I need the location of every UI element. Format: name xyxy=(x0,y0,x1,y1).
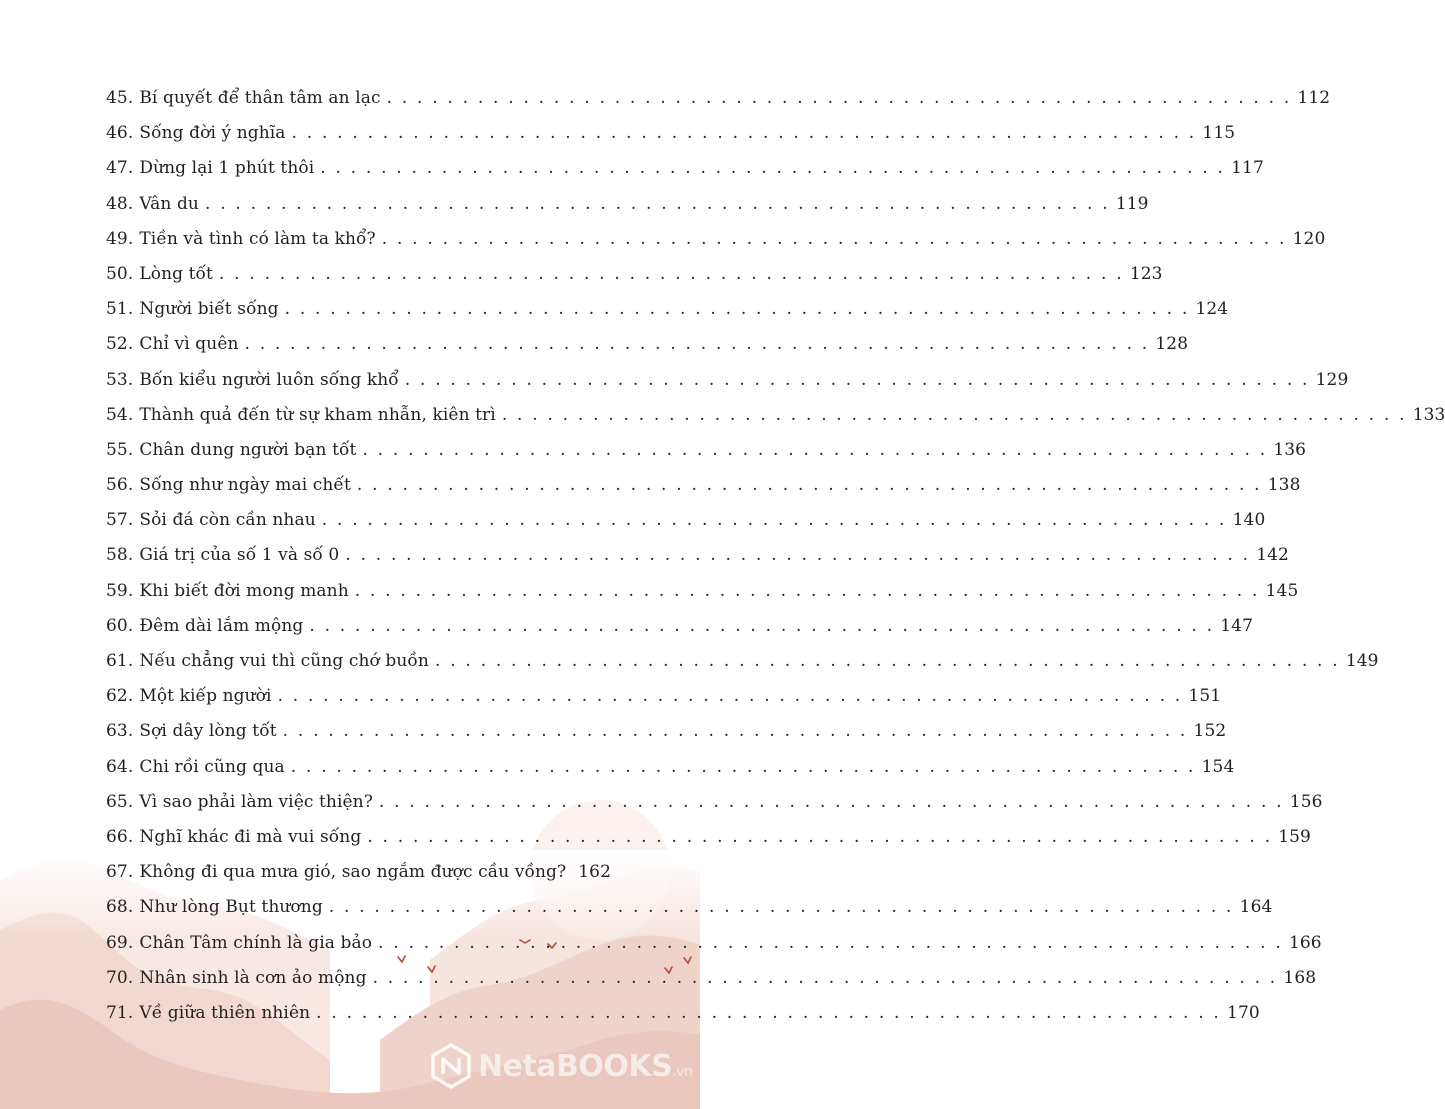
toc-entry-number: 49. xyxy=(106,228,134,249)
toc-entry-title: Tiền và tình có làm ta khổ? xyxy=(139,228,376,249)
toc-entry-number: 46. xyxy=(106,123,134,144)
toc-entry-page-number: 164 xyxy=(1239,897,1273,918)
toc-entry-page-number: 140 xyxy=(1232,510,1266,531)
dot-leader: . . . . . . . . . . . . . . . . . . . . . . . . . . . . . . . . . . . . . . . . . . . . . . . . . . . . . . . . . . . . xyxy=(321,510,1227,531)
toc-entry-title: Như lòng Bụt thương xyxy=(139,897,323,918)
watermark-brand: NetaBOOKS.vn xyxy=(478,1048,693,1084)
toc-entry xyxy=(106,897,1273,932)
toc-entry-title: Chi rồi cũng qua xyxy=(139,756,285,777)
toc-entry xyxy=(106,967,1317,1003)
dot-leader: . . . . . . . . . . . . . . . . . . . . . . . . . . . . . . . . . . . . . . . . . . . . . . . . . . . . . . . . . . . . xyxy=(501,404,1407,425)
toc-entry xyxy=(106,123,1236,158)
toc-entry xyxy=(106,862,611,897)
toc-entry-number: 60. xyxy=(106,615,134,636)
toc-entry-title: Sợi dây lòng tốt xyxy=(139,721,277,742)
toc-entry xyxy=(106,475,1301,510)
toc-entry-title: Không đi qua mưa gió, sao ngắm được cầu vồng? xyxy=(139,862,567,883)
toc-entry-number: 68. xyxy=(106,897,134,918)
toc-entry-page-number: 117 xyxy=(1231,158,1264,179)
toc-entry xyxy=(106,756,1235,792)
toc-entry-page-number: 168 xyxy=(1283,967,1317,988)
toc-entry-number: 47. xyxy=(106,158,134,179)
toc-entry-page-number: 159 xyxy=(1278,826,1311,847)
toc-entry xyxy=(106,826,1311,862)
toc-entry-page-number: 115 xyxy=(1202,123,1236,144)
toc-entry-title: Khi biết đời mong manh xyxy=(139,580,349,601)
toc-entry xyxy=(106,334,1189,369)
toc-entry-number: 69. xyxy=(106,932,134,953)
toc-entry-title: Đêm dài lắm mộng xyxy=(139,615,304,636)
toc-entry-number: 50. xyxy=(106,263,134,284)
toc-entry-number: 57. xyxy=(106,510,134,531)
toc-entry-number: 55. xyxy=(106,439,134,460)
dot-leader: . . . . . . . . . . . . . . . . . . . . . . . . . . . . . . . . . . . . . . . . . . . . . . . . . . . . . . . . . . . . xyxy=(282,721,1188,742)
toc-entry-page-number: 162 xyxy=(578,862,611,883)
dot-leader: . . . . . . . . . . . . . . . . . . . . . . . . . . . . . . . . . . . . . . . . . . . . . . . . . . . . . . . . . . . . xyxy=(309,615,1215,636)
toc-entry-page-number: 136 xyxy=(1273,439,1307,460)
toc-entry-page-number: 112 xyxy=(1297,88,1331,108)
toc-entry-number: 70. xyxy=(106,967,134,988)
toc-entry-page-number: 151 xyxy=(1188,686,1222,707)
toc-entry xyxy=(106,404,1445,440)
dot-leader: . . . . . . . . . . . . . . . . . . . . . . . . . . . . . . . . . . . . . . . . . . . . . . . . . . . . . . . . . . . . xyxy=(218,263,1124,284)
dot-leader: . . . . . . . . . . . . . . . . . . . . . . . . . . . . . . . . . . . . . . . . . . . . . . . . . . . . . . . . . . . . xyxy=(381,228,1287,249)
dot-leader: . . . . . . . . . . . . . . . . . . . . . . . . . . . . . . . . . . . . . . . . . . . . . . . . . . . . . . . . . . . . xyxy=(386,88,1292,108)
toc-entry-page-number: 166 xyxy=(1288,932,1322,953)
table-of-contents xyxy=(106,88,1445,1038)
toc-entry-title: Giá trị của số 1 và số 0 xyxy=(139,545,340,566)
watermark-suffix: .vn xyxy=(672,1063,693,1080)
toc-entry-page-number: 120 xyxy=(1292,228,1326,249)
toc-entry xyxy=(106,721,1227,756)
dot-leader: . . . . . . . . . . . . . . . . . . . . . . . . . . . . . . . . . . . . . . . . . . . . . . . . . . . . . . . . . . . . xyxy=(378,791,1284,812)
toc-entry-title: Nghĩ khác đi mà vui sống xyxy=(139,826,362,847)
dot-leader: . . . . . . . . . . . . . . . . . . . . . . . . . . . . . . . . . . . . . . . . . . . . . . . . . . . . . . . . . . . . xyxy=(362,439,1268,460)
toc-entry-title: Về giữa thiên nhiên xyxy=(139,1002,311,1023)
toc-entry-number: 48. xyxy=(106,193,134,214)
toc-entry-title: Sống như ngày mai chết xyxy=(139,475,351,496)
dot-leader: . . . . . . . . . . . . . . . . . . . . . . . . . . . . . . . . . . . . . . . . . . . . . . . . . . . . . . . . . . . . xyxy=(367,826,1273,847)
toc-entry xyxy=(106,1002,1260,1038)
toc-entry-title: Lòng tốt xyxy=(139,263,213,284)
toc-entry xyxy=(106,791,1323,827)
toc-entry xyxy=(106,369,1349,405)
toc-entry-title: Vì sao phải làm việc thiện? xyxy=(139,791,373,812)
toc-entry-page-number: 123 xyxy=(1129,263,1163,284)
toc-entry xyxy=(106,228,1326,264)
dot-leader: . . . . . . . . . . . . . . . . . . . . . . . . . . . . . . . . . . . . . . . . . . . . . . . . . . . . . . . . . . . . xyxy=(354,580,1260,601)
toc-entry-title: Thành quả đến từ sự kham nhẫn, kiên trì xyxy=(139,404,496,425)
dot-leader: . . . . . . . . . . . . . . . . . . . . . . . . . . . . . . . . . . . . . . . . . . . . . . . . . . . . . . . . . . . . xyxy=(290,756,1196,777)
toc-entry-title: Chân dung người bạn tốt xyxy=(139,439,357,460)
watermark xyxy=(430,1043,692,1089)
toc-entry-number: 51. xyxy=(106,299,134,320)
toc-entry-page-number: 147 xyxy=(1220,615,1253,636)
dot-leader: . . . . . . . . . . . . . . . . . . . . . . . . . . . . . . . . . . . . . . . . . . . . . . . . . . . . . . . . . . . . xyxy=(378,932,1283,953)
dot-leader: . . . . . . . . . . . . . . . . . . . . . . . . . . . . . . . . . . . . . . . . . . . . . . . . . . . . . . . . . . . . xyxy=(284,299,1190,320)
toc-entry-title: Một kiếp người xyxy=(139,686,272,707)
dot-leader: . . . . . . . . . . . . . . . . . . . . . . . . . . . . . . . . . . . . . . . . . . . . . . . . . . . . . . . . . . . . xyxy=(404,369,1310,390)
toc-entry-number: 65. xyxy=(106,791,134,812)
toc-entry xyxy=(106,545,1289,580)
toc-entry-title: Nhân sinh là cơn ảo mộng xyxy=(139,967,367,988)
toc-entry xyxy=(106,193,1149,229)
toc-entry-number: 64. xyxy=(106,756,134,777)
toc-entry-page-number: 128 xyxy=(1155,334,1189,355)
toc-entry-number: 62. xyxy=(106,686,134,707)
toc-entry-number: 58. xyxy=(106,545,134,566)
toc-entry xyxy=(106,299,1229,334)
neta-logo-icon xyxy=(430,1043,472,1089)
toc-entry-page-number: 138 xyxy=(1267,475,1301,496)
dot-leader: . . . . . . . . . . . . . . . . . . . . . . . . . . . . . . . . . . . . . . . . . . . . . . . . . . . . . . . . . . . . xyxy=(291,123,1197,144)
toc-entry-number: 52. xyxy=(106,334,134,355)
toc-entry-page-number: 119 xyxy=(1115,193,1149,214)
toc-entry-number: 61. xyxy=(106,651,134,671)
dot-leader: . . . . . . . . . . . . . . . . . . . . . . . . . . . . . . . . . . . . . . . . . . . . . . . . . . . . . . . . . . . . xyxy=(356,475,1262,496)
dot-leader: . . . . . . . . . . . . . . . . . . . . . . . . . . . . . . . . . . . . . . . . . . . . . . . . . . . . . . . . . . . . xyxy=(204,193,1110,214)
toc-entry-title: Vân du xyxy=(139,193,199,214)
toc-entry xyxy=(106,932,1322,968)
toc-entry-page-number: 152 xyxy=(1193,721,1227,742)
toc-entry-title: Sống đời ý nghĩa xyxy=(139,123,286,144)
dot-leader: . . . . . . . . . . . . . . . . . . . . . . . . . . . . . . . . . . . . . . . . . . . . . . . . . . . . . . . . . . . . xyxy=(434,651,1340,671)
toc-entry-number: 71. xyxy=(106,1002,134,1023)
toc-entry-number: 67. xyxy=(106,862,134,883)
dot-leader: . . . . . . . . . . . . . . . . . . . . . . . . . . . . . . . . . . . . . . . . . . . . . . . . . . . . . . . . . . . . xyxy=(316,1002,1222,1023)
toc-entry-title: Dừng lại 1 phút thôi xyxy=(139,158,315,179)
toc-entry-number: 45. xyxy=(106,88,134,108)
toc-entry-title: Người biết sống xyxy=(139,299,279,320)
toc-entry-title: Nếu chẳng vui thì cũng chớ buồn xyxy=(139,651,429,671)
dot-leader: . . . . . . . . . . . . . . . . . . . . . . . . . . . . . . . . . . . . . . . . . . . . . . . . . . . . . . . . . . . . xyxy=(320,158,1226,179)
dot-leader: . . . . . . . . . . . . . . . . . . . . . . . . . . . . . . . . . . . . . . . . . . . . . . . . . . . . . . . . . . . . xyxy=(345,545,1251,566)
toc-entry xyxy=(106,88,1331,123)
toc-entry xyxy=(106,263,1163,299)
toc-entry-title: Chân Tâm chính là gia bảo xyxy=(139,932,373,953)
toc-entry-title: Bí quyết để thân tâm an lạc xyxy=(139,88,381,108)
toc-entry-number: 56. xyxy=(106,475,134,496)
toc-entry-number: 66. xyxy=(106,826,134,847)
toc-entry-page-number: 156 xyxy=(1289,791,1323,812)
toc-entry xyxy=(106,158,1264,193)
dot-leader: . . . . . . . . . . . . . . . . . . . . . . . . . . . . . . . . . . . . . . . . . . . . . . . . . . . . . . . . . . . . xyxy=(372,967,1278,988)
toc-entry-page-number: 129 xyxy=(1315,369,1349,390)
toc-entry xyxy=(106,686,1222,721)
toc-entry-number: 54. xyxy=(106,404,134,425)
toc-entry xyxy=(106,510,1266,545)
toc-entry-page-number: 142 xyxy=(1256,545,1289,566)
toc-entry-number: 63. xyxy=(106,721,134,742)
toc-entry xyxy=(106,439,1307,475)
toc-entry-title: Sỏi đá còn cần nhau xyxy=(139,510,316,531)
toc-entry-page-number: 124 xyxy=(1195,299,1229,320)
toc-entry-page-number: 145 xyxy=(1265,580,1299,601)
toc-entry-page-number: 133 xyxy=(1412,404,1445,425)
toc-entry-page-number: 154 xyxy=(1201,756,1235,777)
toc-entry xyxy=(106,580,1299,616)
toc-entry-number: 59. xyxy=(106,580,134,601)
toc-entry-title: Bốn kiểu người luôn sống khổ xyxy=(139,369,399,390)
dot-leader: . . . . . . . . . . . . . . . . . . . . . . . . . . . . . . . . . . . . . . . . . . . . . . . . . . . . . . . . . . . . xyxy=(277,686,1183,707)
toc-entry-page-number: 149 xyxy=(1345,651,1379,671)
toc-entry-page-number: 170 xyxy=(1227,1002,1260,1023)
dot-leader: . . . . . . . . . . . . . . . . . . . . . . . . . . . . . . . . . . . . . . . . . . . . . . . . . . . . . . . . . . . . xyxy=(244,334,1150,355)
dot-leader: . . . . . . . . . . . . . . . . . . . . . . . . . . . . . . . . . . . . . . . . . . . . . . . . . . . . . . . . . . . . xyxy=(328,897,1234,918)
toc-entry-number: 53. xyxy=(106,369,134,390)
toc-entry-title: Chỉ vì quên xyxy=(139,334,239,355)
toc-entry xyxy=(106,651,1379,686)
toc-entry xyxy=(106,615,1253,651)
